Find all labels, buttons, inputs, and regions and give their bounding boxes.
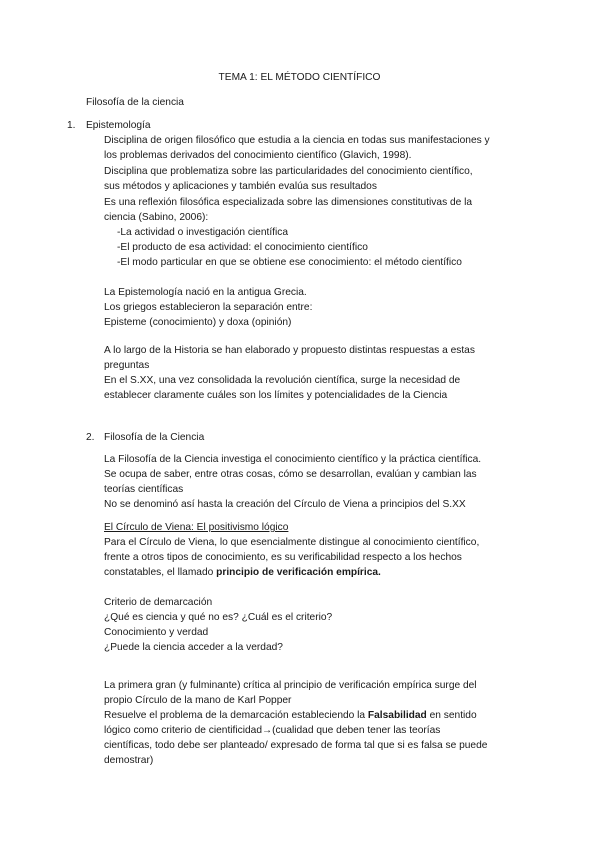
paragraph-line: ¿Qué es ciencia y qué no es? ¿Cuál es el criterio? [104, 612, 333, 623]
paragraph-line: En el S.XX, una vez consolidada la revolución científica, surge la necesidad de [104, 375, 461, 386]
paragraph-line: Es una reflexión filosófica especializada sobre las dimensiones constitutivas de la [104, 197, 473, 208]
paragraph-line: ciencia (Sabino, 2006): [104, 212, 209, 223]
paragraph-line: Disciplina que problematiza sobre las particularidades del conocimiento científico, [104, 166, 473, 177]
paragraph-text: constatables, el llamado [104, 567, 217, 578]
paragraph-line: No se denominó así hasta la creación del Círculo de Viena a principios del S.XX [104, 499, 466, 510]
paragraph-line: preguntas [104, 360, 150, 371]
paragraph-line: ¿Puede la ciencia acceder a la verdad? [104, 642, 283, 653]
page-subtitle: Filosofía de la ciencia [86, 97, 184, 108]
paragraph-line: La Epistemología nació en la antigua Grecia. [104, 287, 307, 298]
list-item: -El producto de esa actividad: el conocimiento científico [117, 242, 368, 253]
paragraph-line [104, 565, 381, 581]
bold-term: Falsabilidad [367, 710, 427, 721]
paragraph-line: Disciplina de origen filosófico que estudia a la ciencia en todas sus manifestaciones y [104, 135, 490, 146]
section-number: 2. [86, 432, 95, 443]
paragraph-line: La Filosofía de la Ciencia investiga el conocimiento científico y la práctica científica. [104, 454, 482, 465]
subsection-heading: El Círculo de Viena: El positivismo lógico [104, 522, 289, 533]
list-item: -El modo particular en que se obtiene ese conocimiento: el método científico [117, 257, 462, 268]
section-title: Epistemología [86, 120, 151, 131]
bold-term: principio de verificación empírica. [216, 567, 381, 578]
paragraph-line: sus métodos y aplicaciones y también evalúa sus resultados [104, 181, 377, 192]
paragraph-text: Resuelve el problema de la demarcación estableciendo la [104, 710, 368, 721]
paragraph-line: Para el Círculo de Viena, lo que esencialmente distingue al conocimiento científico, [104, 537, 480, 548]
paragraph-line: científicas, todo debe ser planteado/ expresado de forma tal que si es falsa se puede [104, 740, 488, 751]
paragraph-line: teorías científicas [104, 484, 184, 495]
paragraph-line: demostrar) [104, 755, 154, 766]
list-item: -La actividad o investigación científica [117, 227, 289, 238]
paragraph-line: lógico como criterio de cientificidad→(cualidad que deben tener las teorías [104, 725, 441, 736]
paragraph-line: Criterio de demarcación [104, 597, 213, 608]
paragraph-line: Conocimiento y verdad [104, 627, 209, 638]
paragraph-line: Se ocupa de saber, entre otras cosas, cómo se desarrollan, evalúan y cambian las [104, 469, 477, 480]
paragraph-line: propio Círculo de la mano de Karl Popper [104, 695, 292, 706]
paragraph-line: Episteme (conocimiento) y doxa (opinión) [104, 317, 292, 328]
section-title: Filosofía de la Ciencia [104, 432, 205, 443]
paragraph-line [104, 708, 477, 724]
paragraph-line: frente a otros tipos de conocimiento, es su verificabilidad respecto a los hechos [104, 552, 462, 563]
page-title: TEMA 1: EL MÉTODO CIENTÍFICO [218, 72, 381, 83]
paragraph-line: los problemas derivados del conocimiento científico (Glavich, 1998). [104, 150, 412, 161]
paragraph-line: La primera gran (y fulminante) crítica al principio de verificación empírica surge del [104, 680, 477, 691]
paragraph-line: Los griegos establecieron la separación entre: [104, 302, 313, 313]
paragraph-line: establecer claramente cuáles son los límites y potencialidades de la Ciencia [104, 390, 448, 401]
paragraph-line: A lo largo de la Historia se han elaborado y propuesto distintas respuestas a estas [104, 345, 475, 356]
section-number: 1. [67, 120, 76, 131]
paragraph-text: en sentido [426, 710, 477, 721]
